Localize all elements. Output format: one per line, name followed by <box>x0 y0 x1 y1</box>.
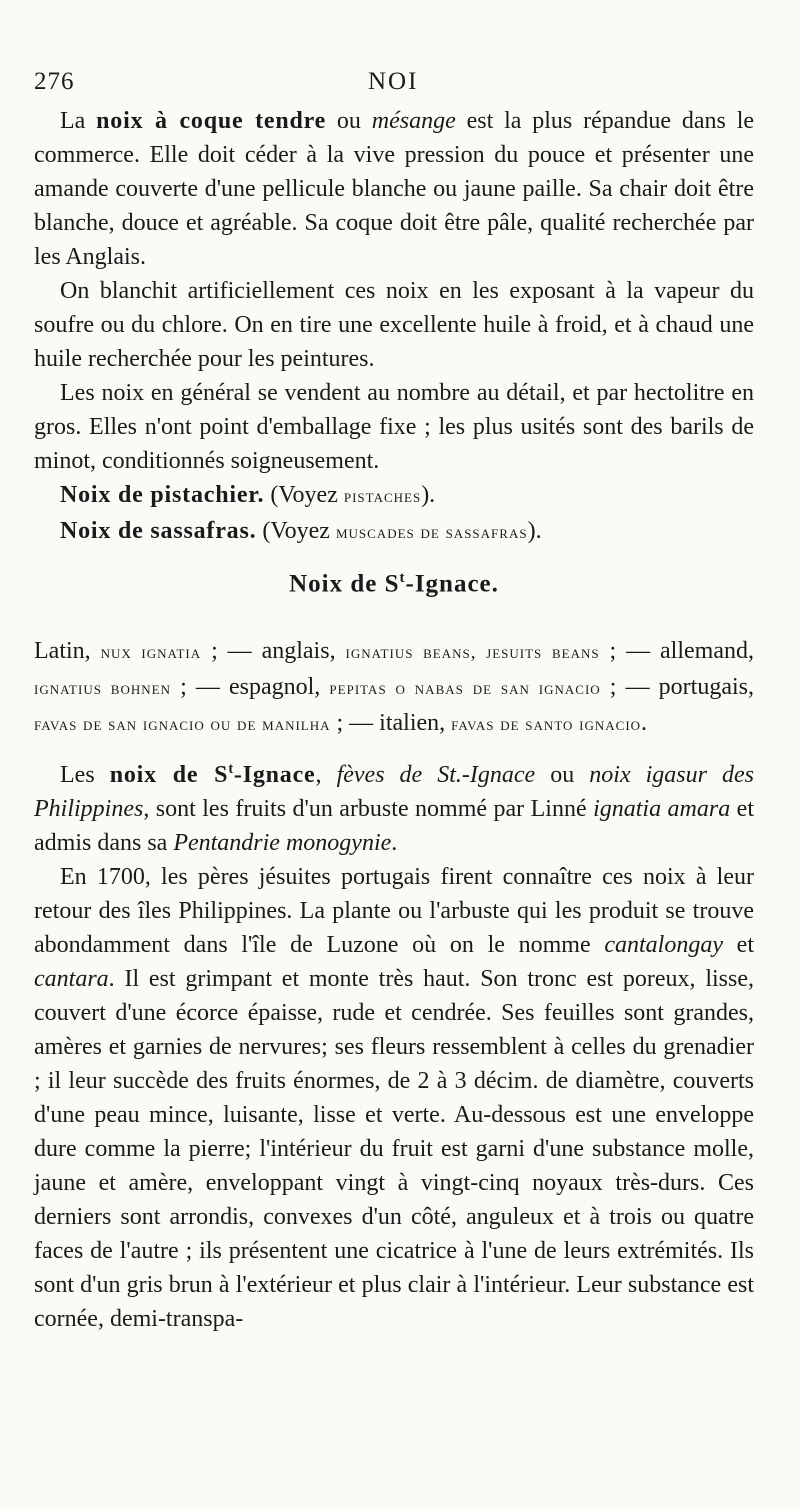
page-header <box>34 68 754 104</box>
text: ou <box>535 762 590 789</box>
text: et <box>722 932 755 959</box>
text: . <box>391 830 398 857</box>
term-noix-igasur: noix igasur des Philippines <box>34 762 755 823</box>
text: . <box>641 710 648 737</box>
text: ; — espagnol, <box>170 674 330 701</box>
paragraph-noix-coque-tendre <box>34 104 754 274</box>
text: . Il est grimpant et monte très haut. Son tronc est poreux, lisse, couvert d'une écorce épaisse, rude et cendrée. Ses feuilles sont grandes, amères et garnies de nervures; ses fleurs ressemblent à celles du grenadier ; il leur succède des fruits énormes, de 2 à 3 décim. de diamètre, couverts d'une peau mince, luisante, lisse et verte. Au-dessous est une enveloppe dure comme la pierre; l'intérieur du fruit est garni d'une substance molle, jaune et amère, enveloppant vingt à vingt-cinq noyaux très-durs. Ces derniers sont arrondis, convexes d'un côté, anguleux et à trois ou quatre faces de l'autre ; ils présentent une cicatrice à l'une de leurs extrémités. Ils sont d'un gris brun à l'extérieur et plus clair à l'intérieur. Leur substance est cornée, demi-transpa- <box>34 966 754 1333</box>
term-mesange: mésange <box>371 108 456 134</box>
page-number: 276 <box>34 68 75 95</box>
text: et admis dans sa <box>34 796 754 857</box>
paragraph-blanchiment: On blanchit artificiellement ces noix en les exposant à la vapeur du soufre ou du chlore. On en tire une excellente huile à froid, et à chaud une huile recherchée pour les peintures. <box>34 278 754 372</box>
term-ignatia-amara: ignatia amara <box>593 796 731 823</box>
term-cantalongay: cantalongay <box>604 932 723 959</box>
text: (Voyez <box>264 482 344 508</box>
text: ; — italien, <box>330 710 452 737</box>
running-title: NOI <box>368 68 419 95</box>
names-in-languages <box>34 634 754 742</box>
text: Latin, <box>34 638 101 665</box>
text: , sont les fruits d'un arbuste nommé par Linné <box>143 796 594 823</box>
term-noix-coque-tendre: noix à coque tendre <box>96 108 327 134</box>
text: En 1700, les pères jésuites portugais firent connaître ces noix à leur retour des îles Philippines. La plante ou l'arbuste qui les produit se trouve abondamment dans l'île de Luzone où on le nomme <box>34 864 754 959</box>
name-spanish: pepitas o nabas de san ignacio <box>329 678 601 700</box>
paragraph-definition <box>34 752 754 860</box>
name-german: ignatius bohnen <box>34 678 171 700</box>
text: ). <box>421 482 436 508</box>
text: ou <box>326 108 372 134</box>
term-feves: fèves de St.-Ignace <box>336 762 536 789</box>
text: ). <box>527 518 542 544</box>
text: , <box>315 762 337 789</box>
text: Les <box>60 762 110 789</box>
section-title: Noix de $S^t$-Ignace. <box>289 570 499 598</box>
paragraph-description <box>34 860 754 1336</box>
entry-noix-sassafras <box>34 514 754 550</box>
entry-term: Noix de sassafras. <box>60 518 257 544</box>
text: (Voyez <box>256 518 336 544</box>
text: ; — anglais, <box>201 638 346 665</box>
name-portuguese: favas de san ignacio ou de manilha <box>34 714 331 736</box>
cross-reference: muscades de sassafras <box>335 522 528 543</box>
term-noix-st-ignace: noix de $S^t$-Ignace <box>109 761 316 789</box>
text: ; — portugais, <box>600 674 755 701</box>
name-latin: nux ignatia <box>100 642 202 664</box>
paragraph-vente: Les noix en général se vendent au nombre au détail, et par hectolitre en gros. Elles n'ont point d'emballage fixe ; les plus usités sont des barils de minot, conditionnés soigneusement. <box>34 380 754 474</box>
term-cantara: cantara <box>34 966 109 993</box>
entry-noix-pistachier <box>34 478 754 514</box>
text: est la plus répandue dans le commerce. Elle doit céder à la vive pression du pouce et présenter une amande couverte d'une pellicule blanche ou jaune paille. Sa chair doit être blanche, douce et agréable. Sa coque doit être pâle, qualité recherchée par les Anglais. <box>34 108 755 270</box>
cross-reference: pistaches <box>343 486 422 507</box>
entry-term: Noix de pistachier. <box>60 482 265 508</box>
name-italian: favas de santo ignacio <box>451 714 642 736</box>
name-english: ignatius beans, jesuits beans <box>345 642 600 664</box>
text: La <box>60 108 97 134</box>
term-pentandrie: Pentandrie monogynie <box>173 830 392 857</box>
text: ; — allemand, <box>599 638 754 665</box>
